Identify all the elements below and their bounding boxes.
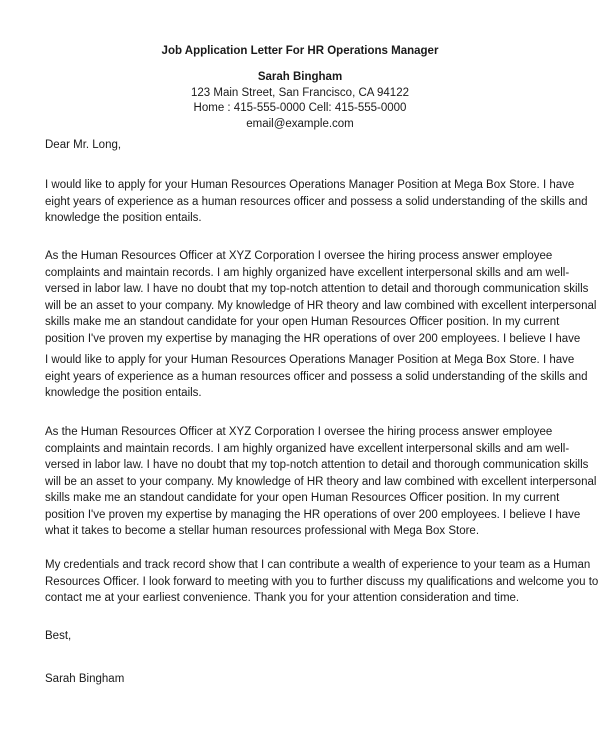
paragraph-line: will be an asset to your company. My knowledge of HR theory and law combined with excellent interpersonal bbox=[45, 475, 597, 488]
paragraph-line: eight years of experience as a human resources officer and possess a solid understanding of the skills and bbox=[45, 370, 588, 383]
paragraph-2 bbox=[45, 248, 597, 347]
paragraph-line: complaints and maintain records. I am highly organized have excellent interpersonal skills and am well- bbox=[45, 266, 570, 279]
greeting: Dear Mr. Long, bbox=[45, 139, 122, 151]
paragraph-line: knowledge the position entails. bbox=[45, 212, 202, 224]
paragraph-4 bbox=[45, 424, 597, 540]
paragraph-line: position I've proven my expertise by managing the HR operations of over 200 employees. I believe I have bbox=[45, 332, 581, 345]
paragraph-line: As the Human Resources Officer at XYZ Corporation I oversee the hiring process answer employee bbox=[45, 426, 553, 438]
paragraph-line: As the Human Resources Officer at XYZ Corporation I oversee the hiring process answer employee bbox=[45, 250, 553, 262]
paragraph-line: skills make me an standout candidate for your open Human Resources Officer position. In my current bbox=[45, 316, 560, 328]
paragraph-1 bbox=[45, 177, 588, 227]
paragraph-line: will be an asset to your company. My knowledge of HR theory and law combined with excellent interpersonal bbox=[45, 299, 597, 312]
paragraph-line: complaints and maintain records. I am highly organized have excellent interpersonal skills and am well- bbox=[45, 442, 570, 455]
paragraph-3 bbox=[45, 352, 588, 402]
paragraph-line: versed in labor law. I have no doubt that my top-notch attention to detail and thorough communication skills bbox=[45, 459, 589, 471]
paragraph-5 bbox=[45, 557, 599, 607]
paragraph-line: eight years of experience as a human resources officer and possess a solid understanding of the skills and bbox=[45, 195, 588, 208]
sender-email: email@example.com bbox=[246, 117, 354, 130]
closing: Best, bbox=[45, 630, 72, 642]
sender-phones: Home : 415-555-0000 Cell: 415-555-0000 bbox=[193, 102, 407, 114]
sender-name: Sarah Bingham bbox=[257, 71, 343, 83]
paragraph-line: skills make me an standout candidate for your open Human Resources Officer position. In my current bbox=[45, 492, 560, 504]
paragraph-line: My credentials and track record show that I can contribute a wealth of experience to your team as a Human bbox=[45, 559, 591, 571]
letter-title: Job Application Letter For HR Operations Manager bbox=[161, 45, 439, 57]
paragraph-line: I would like to apply for your Human Resources Operations Manager Position at Mega Box Store. I have bbox=[45, 179, 575, 191]
sender-address: 123 Main Street, San Francisco, CA 94122 bbox=[191, 86, 409, 99]
paragraph-line: what it takes to become a stellar human resources professional with Mega Box Store. bbox=[45, 525, 480, 537]
sender-block bbox=[0, 70, 600, 132]
paragraph-line: versed in labor law. I have no doubt that my top-notch attention to detail and thorough communication skills bbox=[45, 283, 589, 295]
paragraph-line: I would like to apply for your Human Resources Operations Manager Position at Mega Box Store. I have bbox=[45, 354, 575, 366]
paragraph-line: knowledge the position entails. bbox=[45, 387, 202, 399]
paragraph-line: Resources Officer. I look forward to meeting with you to further discuss my qualifications and welcome you to bbox=[45, 575, 599, 588]
paragraph-line: contact me at your earliest convenience. Thank you for your attention consideration and time. bbox=[45, 592, 520, 604]
paragraph-line: position I've proven my expertise by managing the HR operations of over 200 employees. I believe I have bbox=[45, 508, 581, 521]
signature-name: Sarah Bingham bbox=[45, 673, 125, 685]
